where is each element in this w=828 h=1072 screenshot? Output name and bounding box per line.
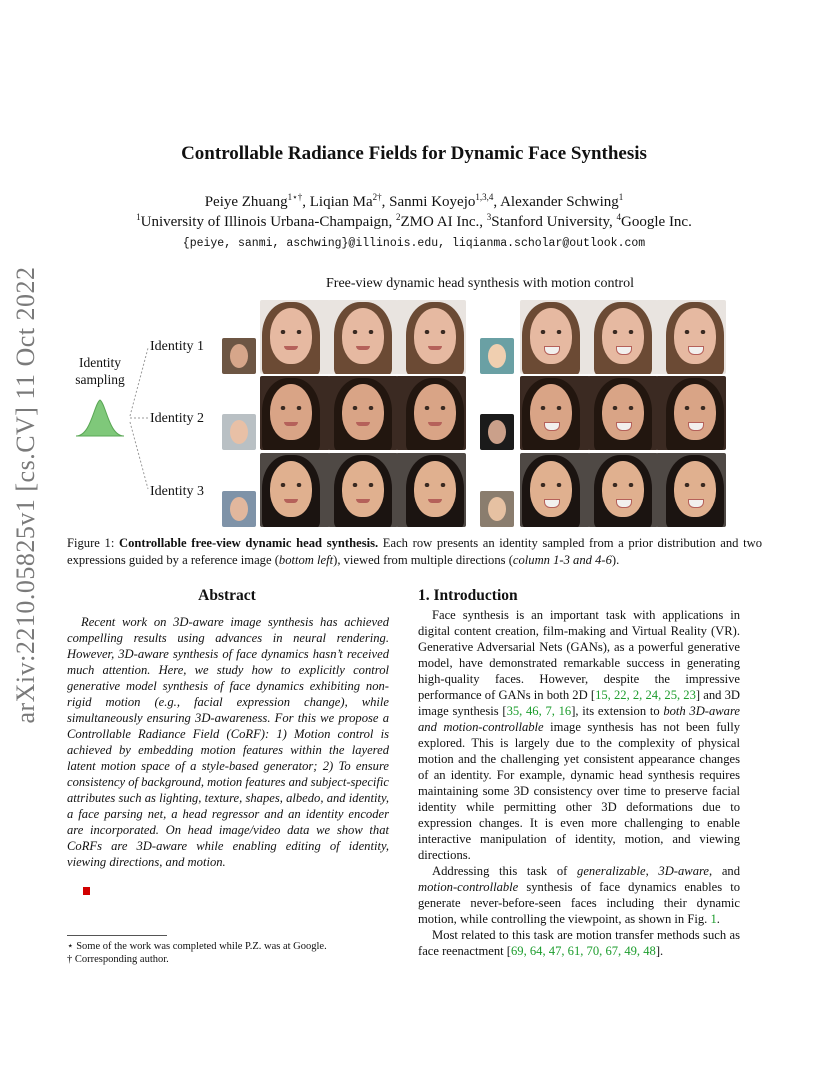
author-name: Sanmi Koyejo — [389, 194, 476, 210]
identity-label-1: Identity 1 — [150, 339, 205, 354]
gaussian-curve — [76, 400, 124, 436]
footnote-2: † Corresponding author. — [67, 954, 169, 965]
caption-text: ). — [611, 553, 620, 567]
generated-face-image — [656, 453, 726, 527]
affiliation: University of Illinois Urbana-Champaign — [140, 214, 389, 230]
footnote-rule — [67, 935, 167, 936]
caption-bold: Controllable free-view dynamic head synthesis. — [118, 536, 379, 550]
author-name: Peiye Zhuang — [204, 194, 288, 210]
abstract-text: Recent work on 3D-aware image synthesis has achieved compelling results using advances in neural rendering. However, 3D-aware synthesis of face dynamics hasn’t received much attention. Here, we study how to explicitly control generative model synthesis of face dynamics exhibiting non-rigid motion (e.g., facial expression change), while simultaneously ensuring 3D-awareness. For this we propose a Controllable Radiance Field (CoRF): 1) Motion control is achieved by embedding motion features within the layered latent motion space of a style-based generator; 2) To ensure consistency of background, motion features and subject-specific attributes such as lighting, texture, shapes, albedo, and identity, a face parsing net, a head regressor and an identity encoder are incorporated. On head image/video data we show that CoRFs are 3D-aware while enabling editing of identity, viewing directions, and motion. — [67, 615, 389, 869]
author-name: Alexander Schwing — [500, 194, 619, 210]
abstract-heading: Abstract — [198, 587, 256, 604]
reference-face-image — [480, 414, 514, 450]
figure-1 — [66, 296, 730, 530]
caption-label: Figure 1: — [67, 536, 119, 550]
affiliation: Stanford University — [491, 214, 610, 230]
identity-label-3: Identity 3 — [150, 484, 205, 499]
intro-paragraph-1 — [418, 607, 740, 863]
author-list: Peiye Zhuang$^{1⋆\dagger}$, Liqian $Ma^{2\dagger}$, Sanmi Koyejo$^{1,3,4}$, Alexander Schwing$^1$ — [204, 192, 624, 210]
footnote-1: ⋆ Some of the work was completed while P.Z. was at Google. — [67, 941, 327, 952]
author-emails: {peiye, sanmi, aschwing}@illinois.edu, liqianma.scholar@outlook.com — [182, 237, 646, 250]
affil-mark: 2 — [396, 212, 401, 222]
affiliation-list: $^1$University of Illinois Urbana-Champaign, $^2$ZMO AI Inc., $^3$Stanford University, $^4$Google Inc. — [136, 212, 692, 230]
generated-face-image — [520, 300, 590, 374]
reference-face-image — [480, 491, 514, 527]
generated-face-image — [260, 300, 330, 374]
generated-face-image — [396, 300, 466, 374]
emphasis: 3D-aware — [658, 864, 710, 878]
identity-label-2: Identity 2 — [150, 411, 205, 426]
caption-italic: column 1-3 and 4-6 — [512, 553, 612, 567]
author-marks: 1⋆† — [287, 192, 303, 202]
author-name: Liqian Ma — [309, 194, 373, 210]
intro-heading: 1. Introduction — [418, 587, 518, 604]
caption-text: ), viewed from multiple directions ( — [333, 553, 513, 567]
generated-face-image — [328, 376, 398, 450]
citation-link[interactable]: 35, 46, 7, 16 — [506, 704, 572, 718]
identity-sampling-label: Identity sampling — [75, 355, 125, 387]
generated-face-image — [396, 376, 466, 450]
author-marks: 1,3,4 — [475, 192, 494, 202]
emphasis: both 3D-aware and motion-controllable — [418, 704, 741, 734]
affil-mark: 3 — [486, 212, 492, 222]
generated-face-image — [520, 376, 590, 450]
affiliation: ZMO AI Inc. — [400, 214, 480, 230]
red-marker — [83, 887, 90, 895]
text-run: ] and 3D image synthesis [ — [418, 688, 740, 718]
intro-paragraph-3 — [418, 927, 740, 959]
emphasis: motion-controllable — [418, 880, 519, 894]
text-run: Most related to this task are motion transfer methods such as face reenactment [ — [418, 928, 740, 958]
intro-paragraph-2 — [418, 863, 740, 927]
emphasis: generalizable — [577, 864, 646, 878]
generated-face-image — [588, 376, 658, 450]
caption-italic: bottom left — [278, 553, 334, 567]
caption-text: Each row presents an identity sampled from a prior distribution and two expressions guided by a reference image ( — [67, 536, 763, 567]
author-marks: 2† — [372, 192, 382, 202]
generated-face-image — [520, 453, 590, 527]
paper-title: Controllable Radiance Fields for Dynamic Face Synthesis — [181, 143, 647, 164]
reference-face-image — [222, 414, 256, 450]
generated-face-image — [656, 376, 726, 450]
generated-face-image — [260, 453, 330, 527]
generated-face-image — [396, 453, 466, 527]
figure-title: Free-view dynamic head synthesis with motion control — [326, 276, 634, 291]
generated-face-image — [328, 300, 398, 374]
affiliation: Google Inc. — [621, 214, 692, 230]
reference-face-image — [480, 338, 514, 374]
generated-face-image — [260, 376, 330, 450]
text-run: image synthesis has not been fully explored. This is largely due to the complexity of physical motion and the challenging yet consistent appearance changes of an identity. For example, dynamic head synthesis requires maintaining some 3D consistency over time to preserve facial identity while permitting other 3D deformations due to expression changes. It is even more challenging to enable interactive manipulation of identity, motion, and viewing directions. — [418, 720, 740, 862]
sampling-arrow-3 — [130, 422, 148, 489]
generated-face-image — [588, 453, 658, 527]
arxiv-stamp: arXiv:2210.05825v1 [cs.CV] 11 Oct 2022 — [11, 266, 40, 724]
affil-mark: 4 — [616, 212, 622, 222]
text-run: Addressing this task of — [432, 864, 578, 878]
reference-face-image — [222, 338, 256, 374]
reference-face-image — [222, 491, 256, 527]
figure-link[interactable]: 1 — [710, 912, 717, 926]
text-run: , and — [709, 864, 741, 878]
text-run: synthesis of face dynamics enables to generate never-before-seen faces including their dynamic motion, while controlling the viewpoint, as shown in Fig. — [418, 880, 740, 926]
citation-link[interactable]: 15, 22, 2, 24, 25, 23 — [595, 688, 696, 702]
sampling-arrow-1 — [130, 348, 148, 416]
author-marks: 1 — [618, 192, 624, 202]
intro-text — [418, 607, 740, 959]
citation-link[interactable]: 69, 64, 47, 61, 70, 67, 49, 48 — [510, 944, 656, 958]
text-run: , — [645, 864, 659, 878]
text-run: ]. — [655, 944, 664, 958]
text-run: Face synthesis is an important task with applications in digital content creation, film-making and Virtual Reality (VR). Generative Adversarial Nets (GANs), as a powerful generative model, have demonstrated remarkable success in generating high-quality faces. However, despite the impressive performance of GANs in both 2D [ — [418, 608, 740, 702]
text-run: ], its extension to — [571, 704, 664, 718]
generated-face-image — [656, 300, 726, 374]
generated-face-image — [328, 453, 398, 527]
generated-face-image — [588, 300, 658, 374]
figure-caption — [67, 535, 762, 569]
affil-mark: 1 — [136, 212, 141, 222]
text-run: . — [716, 912, 720, 926]
